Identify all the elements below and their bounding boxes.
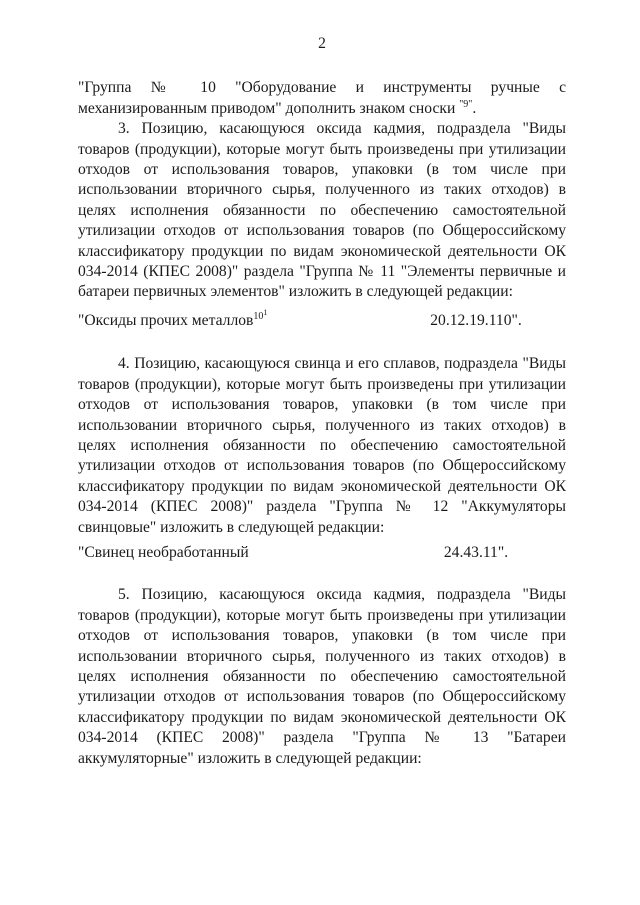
page-number: 2 [318, 35, 326, 52]
footnote-mark-9: "9" [459, 98, 473, 110]
footnote-mark-10-text: 10 [253, 310, 264, 322]
paragraph-group-10-text: "Группа № 10 "Оборудование и инструменты ручные с механизированным приводом" дополнить знаком сноски [78, 79, 566, 117]
paragraph-group-10-amendment [78, 78, 566, 119]
paragraph-item-5: 5. Позицию, касающуюся оксида кадмия, подраздела "Виды товаров (продукции), которые могут быть произведены при утилизации отходов от использования товаров, упаковки (в том числе при использовании вторичного сырья, полученного из таких отходов) в целях исполнения обязанности по обеспечению самостоятельной утилизации отходов от использования товаров (по Общероссийскому классификатору продукции по видам экономической деятельности ОК 034-2014 (КПЕС 2008)" раздела "Группа № 13 "Батареи аккумуляторные" изложить в следующей редакции: [78, 586, 566, 767]
paragraph-item-4: 4. Позицию, касающуюся свинца и его сплавов, подраздела "Виды товаров (продукции), которые могут быть произведены при утилизации отходов от использования товаров, упаковки (в том числе при использовании вторичного сырья, полученного из таких отходов) в целях исполнения обязанности по обеспечению самостоятельной утилизации отходов от использования товаров (по Общероссийскому классификатору продукции по видам экономической деятельности ОК 034-2014 (КПЕС 2008)" раздела "Группа № 12 "Аккумуляторы свинцовые" изложить в следующей редакции: [78, 355, 566, 536]
product-name [78, 544, 249, 561]
product-name-text: "Оксиды прочих металлов [78, 311, 254, 329]
table-row-oxides-metals-1 [78, 307, 566, 331]
product-code: 24.43.11". [443, 543, 509, 561]
paragraph-item-3: 3. Позицию, касающуюся оксида кадмия, подраздела "Виды товаров (продукции), которые могут быть произведены при утилизации отходов от использования товаров, упаковки (в том числе при использовании вторичного сырья, полученного из таких отходов) в целях исполнения обязанности по обеспечению самостоятельной утилизации отходов от использования товаров (по Общероссийскому классификатору продукции по видам экономической деятельности ОК 034-2014 (КПЕС 2008)" раздела "Группа № 11 "Элементы первичные и батареи первичных элементов" изложить в следующей редакции: [78, 120, 566, 301]
footnote-mark-10-sup-1: 1 [263, 307, 268, 317]
paragraph-group-10-tail: . [472, 99, 477, 117]
product-name [78, 307, 268, 329]
footnote-mark-10 [253, 307, 268, 322]
product-name-text: "Свинец необработанный [78, 543, 249, 561]
product-code: 20.12.19.110". [430, 311, 522, 329]
table-row-lead-raw [78, 543, 566, 563]
